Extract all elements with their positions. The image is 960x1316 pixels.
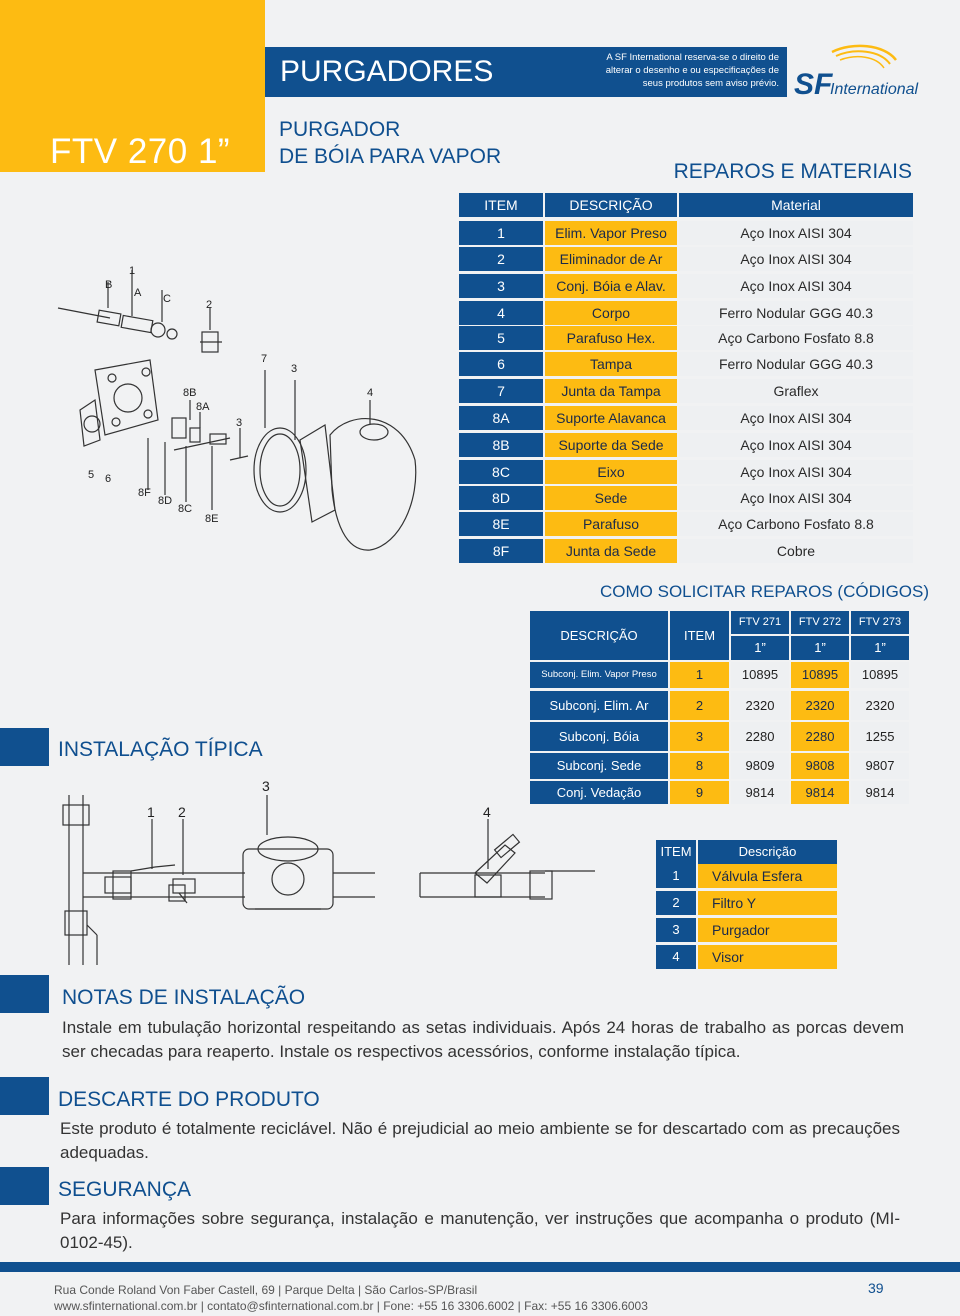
legend-description: Válvula Esfera <box>698 864 837 888</box>
materials-description: Elim. Vapor Preso <box>545 221 677 245</box>
materials-description: Junta da Sede <box>545 539 677 563</box>
section-tab <box>0 975 49 1013</box>
materials-material: Aço Inox AISI 304 <box>679 274 913 298</box>
materials-material: Aço Inox AISI 304 <box>679 247 913 271</box>
category-title: PURGADORES <box>280 55 494 88</box>
materials-description: Sede <box>545 486 677 510</box>
materials-item: 4 <box>459 301 543 325</box>
codes-row-description: Conj. Vedação <box>530 781 668 804</box>
legend-description: Purgador <box>698 918 837 942</box>
svg-text:1: 1 <box>129 265 136 277</box>
codes-row-code: 9807 <box>851 753 909 779</box>
installation-title: INSTALAÇÃO TÍPICA <box>58 738 263 761</box>
materials-title: REPAROS E MATERIAIS <box>673 160 912 183</box>
materials-item: 2 <box>459 247 543 271</box>
svg-text:6: 6 <box>105 473 112 485</box>
materials-row <box>459 326 913 350</box>
svg-text:7: 7 <box>261 353 268 365</box>
materials-description: Suporte da Sede <box>545 433 677 457</box>
section-tab <box>0 728 49 766</box>
exploded-view-diagram <box>50 260 430 560</box>
legend-description: Visor <box>698 945 837 969</box>
codes-row-code: 10895 <box>791 662 849 688</box>
disclaimer-note: A SF International reserva-se o direito de alterar o desenho e ou especificações de seus produtos sem aviso prévio. <box>605 52 779 89</box>
svg-text:3: 3 <box>236 417 243 429</box>
codes-row-code: 2320 <box>731 691 789 720</box>
product-subtitle: PURGADOR DE BÓIA PARA VAPOR <box>279 118 502 168</box>
svg-text:8E: 8E <box>205 513 219 525</box>
svg-text:2: 2 <box>178 804 186 820</box>
materials-item: 1 <box>459 221 543 245</box>
codes-row-description: Subconj. Elim. Vapor Preso <box>530 662 668 688</box>
codes-row-item: 2 <box>670 691 729 720</box>
codes-row-code: 10895 <box>851 662 909 688</box>
materials-description: Parafuso Hex. <box>545 326 677 350</box>
materials-description: Junta da Tampa <box>545 379 677 403</box>
materials-item: 8C <box>459 460 543 484</box>
materials-material: Aço Inox AISI 304 <box>679 460 913 484</box>
materials-material: Cobre <box>679 539 913 563</box>
page-number: 39 <box>868 1280 884 1296</box>
typical-installation-diagram <box>55 775 600 970</box>
svg-text:4: 4 <box>483 804 491 820</box>
section-tab <box>0 1167 49 1205</box>
svg-text:B: B <box>105 279 113 291</box>
legend-col-item: ITEM <box>656 840 696 864</box>
legend-item: 1 <box>656 864 696 888</box>
codes-model-name: FTV 271 <box>731 611 789 634</box>
materials-item: 8B <box>459 433 543 457</box>
materials-description: Conj. Bóia e Alav. <box>545 274 677 298</box>
materials-material: Aço Inox AISI 304 <box>679 221 913 245</box>
materials-row <box>459 406 913 430</box>
materials-item: 3 <box>459 274 543 298</box>
codes-row-item: 1 <box>670 662 729 688</box>
legend-item: 3 <box>656 918 696 942</box>
materials-row <box>459 274 913 298</box>
codes-row-code: 9808 <box>791 753 849 779</box>
codes-row-description: Subconj. Sede <box>530 753 668 779</box>
footer-address: Rua Conde Roland Von Faber Castell, 69 | Parque Delta | São Carlos-SP/Brasil <box>54 1283 478 1297</box>
footer-bar <box>0 1262 960 1272</box>
installation-notes-text: Instale em tubulação horizontal respeitando as setas individuais. Após 24 horas de trabalho as porcas devem ser checadas para reaperto. Instale os respectivos acessórios, conforme instalação típica. <box>62 1018 904 1061</box>
col-material: Material <box>679 193 913 217</box>
svg-text:3: 3 <box>262 778 270 794</box>
materials-material: Aço Inox AISI 304 <box>679 433 913 457</box>
disposal-text: Este produto é totalmente reciclável. Não é prejudicial ao meio ambiente se for descartado com as precauções adequadas. <box>60 1119 900 1162</box>
svg-text:3: 3 <box>291 363 298 375</box>
codes-row-code: 9814 <box>731 781 789 804</box>
sf-international-logo <box>792 40 920 102</box>
codes-row-code: 9814 <box>851 781 909 804</box>
codes-row-code: 2280 <box>791 722 849 751</box>
codes-model-size: 1” <box>731 636 789 660</box>
footer-contact: www.sfinternational.com.br | contato@sfinternational.com.br | Fone: +55 16 3306.6002 | Fax: +55 16 3306.6003 <box>54 1299 648 1313</box>
legend-col-description: Descrição <box>698 840 837 864</box>
model-title: FTV 270 1” <box>50 132 231 171</box>
materials-item: 5 <box>459 326 543 350</box>
codes-row-code: 2320 <box>851 691 909 720</box>
materials-item: 8D <box>459 486 543 510</box>
legend-item: 2 <box>656 891 696 915</box>
safety-text: Para informações sobre segurança, instalação e manutenção, ver instruções que acompanha o produto (MI-0102-45). <box>60 1209 900 1252</box>
legend-description: Filtro Y <box>698 891 837 915</box>
svg-text:8C: 8C <box>178 503 193 515</box>
svg-text:A: A <box>134 287 142 299</box>
safety-title: SEGURANÇA <box>58 1178 192 1201</box>
svg-text:4: 4 <box>367 387 374 399</box>
materials-row <box>459 247 913 271</box>
codes-row-code: 1255 <box>851 722 909 751</box>
codes-col-item: ITEM <box>670 611 729 660</box>
svg-text:International: International <box>830 81 919 98</box>
codes-row-code: 2280 <box>731 722 789 751</box>
codes-model-size: 1” <box>851 636 909 660</box>
disposal-title: DESCARTE DO PRODUTO <box>58 1088 320 1111</box>
codes-row-item: 3 <box>670 722 729 751</box>
svg-text:8F: 8F <box>138 487 151 499</box>
legend-item: 4 <box>656 945 696 969</box>
materials-row <box>459 352 913 376</box>
materials-row <box>459 512 913 536</box>
codes-model-name: FTV 273 <box>851 611 909 634</box>
materials-description: Tampa <box>545 352 677 376</box>
col-description: DESCRIÇÃO <box>545 193 677 217</box>
materials-row <box>459 433 913 457</box>
codes-row-item: 9 <box>670 781 729 804</box>
materials-material: Ferro Nodular GGG 40.3 <box>679 352 913 376</box>
codes-row-item: 8 <box>670 753 729 779</box>
materials-material: Aço Carbono Fosfato 8.8 <box>679 512 913 536</box>
installation-notes-title: NOTAS DE INSTALAÇÃO <box>62 986 306 1009</box>
svg-text:1: 1 <box>147 804 155 820</box>
materials-item: 8F <box>459 539 543 563</box>
codes-model-name: FTV 272 <box>791 611 849 634</box>
materials-description: Eixo <box>545 460 677 484</box>
materials-row <box>459 486 913 510</box>
materials-material: Graflex <box>679 379 913 403</box>
materials-item: 7 <box>459 379 543 403</box>
materials-description: Parafuso <box>545 512 677 536</box>
codes-col-description: DESCRIÇÃO <box>530 611 668 660</box>
materials-material: Aço Inox AISI 304 <box>679 406 913 430</box>
materials-item: 6 <box>459 352 543 376</box>
codes-title: COMO SOLICITAR REPAROS (CÓDIGOS) <box>600 582 930 601</box>
codes-row-description: Subconj. Bóia <box>530 722 668 751</box>
materials-row <box>459 379 913 403</box>
svg-text:C: C <box>163 293 171 305</box>
materials-row <box>459 301 913 325</box>
materials-row <box>459 460 913 484</box>
section-tab <box>0 1077 49 1115</box>
materials-description: Eliminador de Ar <box>545 247 677 271</box>
svg-text:2: 2 <box>206 299 213 311</box>
materials-material: Aço Inox AISI 304 <box>679 486 913 510</box>
codes-row-code: 2320 <box>791 691 849 720</box>
materials-item: 8A <box>459 406 543 430</box>
svg-text:5: 5 <box>88 469 95 481</box>
svg-text:8D: 8D <box>158 495 173 507</box>
materials-description: Suporte Alavanca <box>545 406 677 430</box>
svg-text:SF: SF <box>794 68 833 101</box>
materials-material: Aço Carbono Fosfato 8.8 <box>679 326 913 350</box>
codes-row-code: 10895 <box>731 662 789 688</box>
materials-row <box>459 539 913 563</box>
materials-description: Corpo <box>545 301 677 325</box>
materials-header-row <box>459 193 913 217</box>
svg-text:8A: 8A <box>196 401 210 413</box>
materials-item: 8E <box>459 512 543 536</box>
svg-text:8B: 8B <box>183 387 197 399</box>
col-item: ITEM <box>459 193 543 217</box>
materials-row <box>459 221 913 245</box>
materials-material: Ferro Nodular GGG 40.3 <box>679 301 913 325</box>
codes-row-code: 9814 <box>791 781 849 804</box>
codes-row-description: Subconj. Elim. Ar <box>530 691 668 720</box>
codes-row-code: 9809 <box>731 753 789 779</box>
codes-model-size: 1” <box>791 636 849 660</box>
